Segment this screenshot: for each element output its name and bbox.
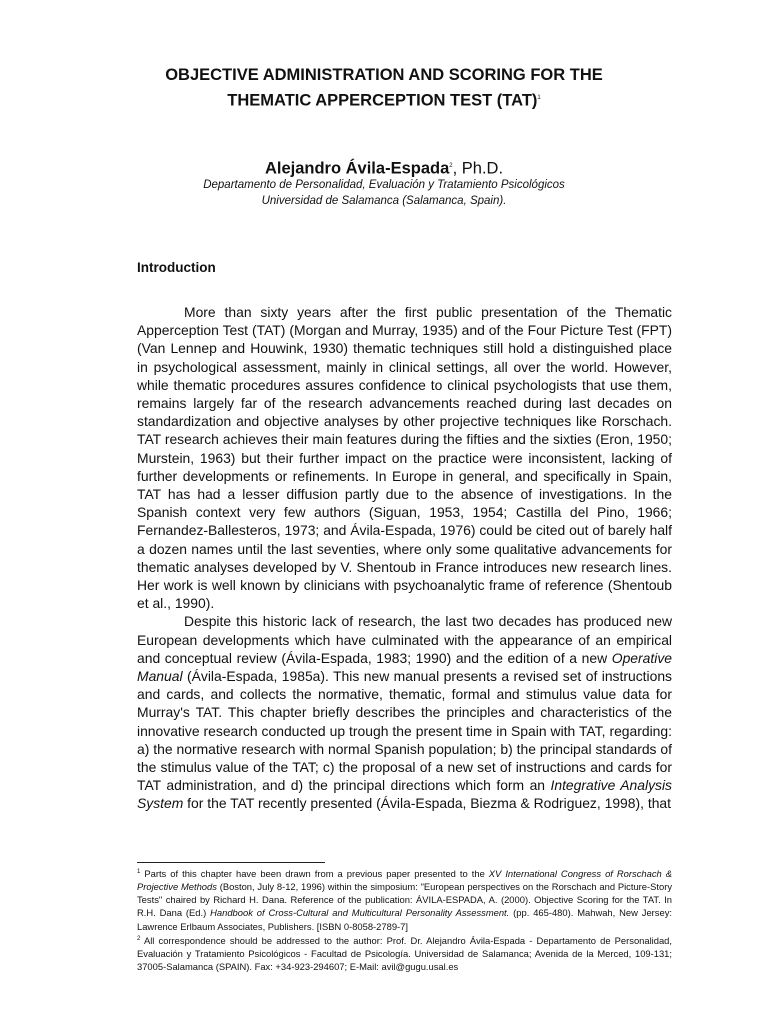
footnote-1-italic-2: Handbook of Cross-Cultural and Multicultural Personality Assessment. <box>210 907 510 919</box>
affiliation-department: Departamento de Personalidad, Evaluación y Tratamiento Psicológicos <box>203 179 565 191</box>
footnote-2 <box>137 933 672 973</box>
author-name: Alejandro Ávila-Espada <box>264 159 450 178</box>
title-footnote-mark: 1 <box>537 95 541 101</box>
section-heading-introduction: Introduction <box>137 260 216 275</box>
paragraph-2-part-2: (Ávila-Espada, 1985a). This new manual presents a revised set of instructions and cards, and collects the normative, thematic, formal and stimulus value data for Murray's TAT. This chapter briefly describes the principles and characteristics of the innovative research conducted up trough the present time in Spain with TAT, regarding: a) the normative research with normal Spanish population; b) the principal standards of the stimulus value of the TAT; c) the proposal of a new set of instructions and cards for TAT administration, and d) the principal directions which form an <box>137 668 672 794</box>
footnote-1 <box>137 866 672 933</box>
footnote-1-mark: 1 <box>137 869 141 875</box>
body-text <box>137 303 672 813</box>
affiliation-university: Universidad de Salamanca (Salamanca, Spain). <box>261 195 507 207</box>
paragraph-1: More than sixty years after the first public presentation of the Thematic Apperception Test (TAT) (Morgan and Murray, 1935) and of the Four Picture Test (FPT) (Van Lennep and Houwink, 1930) thematic techniques still hold a distinguished place in psychological assessment, mainly in clinical settings, all over the world. However, while thematic procedures assures confidence to clinical psychologists that use them, remains largely far of the research advancements reached during last decades on standardization and objective analyses by other projective techniques like Rorschach. TAT research achieves their main features during the fifties and the sixties (Eron, 1950; Murstein, 1963) but their further impact on the practice were inconsistent, lacking of further developments or refinements. In Europe in general, and specifically in Spain, TAT has had a lesser diffusion partly due to the absence of investigations. In the Spanish context very few authors (Siguan, 1953, 1954; Castilla del Pino, 1966; Fernandez-Ballesteros, 1973; and Ávila-Espada, 1976) could be cited out of barely half a dozen names until the last seventies, where only some qualitative advancements for thematic analyses developed by V. Shentoub in France introduces new research lines. Her work is well known by clinicians with psychoanalytic frame of reference (Shentoub et al., 1990). <box>137 304 672 612</box>
paragraph-2 <box>137 612 672 812</box>
footnote-1-part-3: (pp. 465-480). Mahwah, New Jersey: Lawrence Erlbaum Associates, Publishers. [ISBN 0-8058-2789-7] <box>137 907 672 932</box>
paragraph-2-italic-2: Integrative Analysis System <box>137 777 672 812</box>
footnote-2-text: All correspondence should be addressed to the author: Prof. Dr. Alejandro Ávila-Espada - Departamento de Personalidad, Evaluación y Tratamiento Psicológicos - Facultad de Psicología. Universidad de Salamanca; Avenida de la Merced, 109-131; 37005-Salamanca (SPAIN). Fax: +34-923-294607; E-Mail: avil@gugu.usal.es <box>137 934 672 972</box>
title-line-2: THEMATIC APPERCEPTION TEST (TAT) <box>227 91 538 110</box>
author-degree: , Ph.D. <box>452 159 504 178</box>
footnote-separator <box>137 862 325 863</box>
footnote-1-part-2: (Boston, July 8-12, 1996) within the simposium: "European perspectives on the Rorschach and Picture-Story Tests" chaired by Richard H. Dana. Reference of the publication: ÁVILA-ESPADA, A. (2000). Objective Scoring for the TAT. In R.H. Dana (Ed.) <box>137 881 673 919</box>
title-line-1: OBJECTIVE ADMINISTRATION AND SCORING FOR THE <box>165 66 603 84</box>
footnote-1-part-1: Parts of this chapter have been drawn from a previous paper presented to the <box>140 868 489 880</box>
author-footnote-mark: 2 <box>449 163 453 169</box>
footnote-1-italic-1: XV International Congress of Rorschach & Projective Methods <box>137 868 672 893</box>
footnote-2-mark: 2 <box>137 935 141 942</box>
author-line <box>100 156 668 179</box>
paragraph-2-part-3: for the TAT recently presented (Ávila-Espada, Biezma & Rodriguez, 1998), that <box>183 795 672 812</box>
footnotes <box>137 866 672 973</box>
paragraph-2-italic-1: Operative Manual <box>137 649 672 685</box>
paragraph-2-part-1: Despite this historic lack of research, the last two decades has produced new European developments which have culminated with the appearance of an empirical and conceptual review (Ávila-Espada, 1983; 1990) and the edition of a new <box>137 613 672 666</box>
affiliation <box>100 177 668 209</box>
paper-title <box>100 64 668 113</box>
